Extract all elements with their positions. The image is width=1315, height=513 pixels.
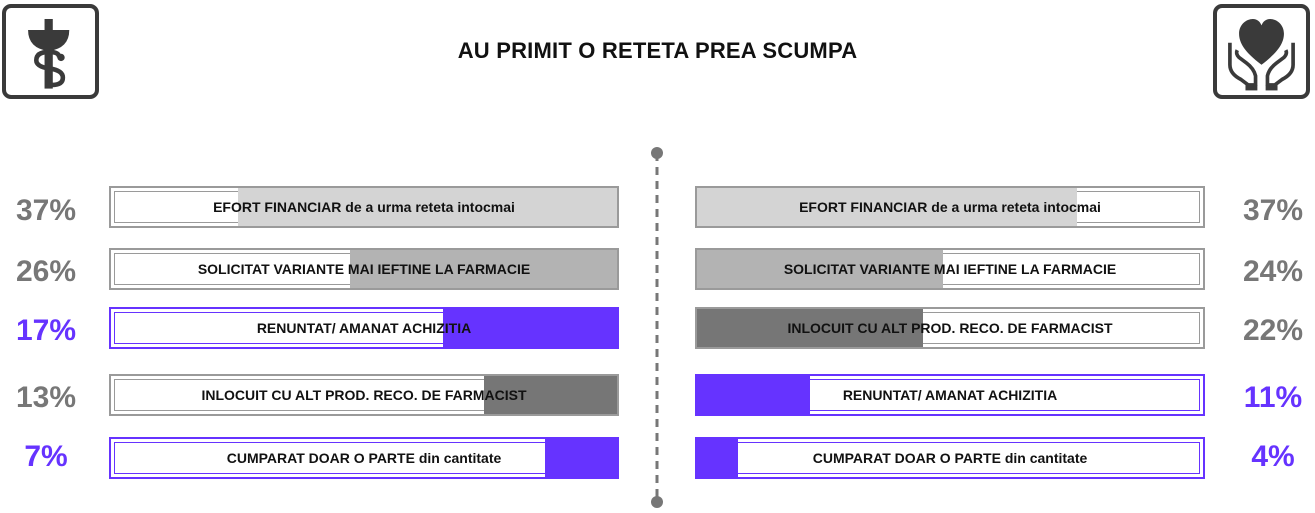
bar-2 bbox=[109, 248, 619, 290]
value-label: 4% bbox=[1251, 440, 1295, 473]
bar-2 bbox=[695, 248, 1205, 290]
bar-3 bbox=[109, 307, 619, 349]
bar-label: EFORT FINANCIAR de a urma reteta intocmai bbox=[213, 199, 515, 215]
bar-label: SOLICITAT VARIANTE MAI IEFTINE LA FARMACIE bbox=[783, 261, 1117, 277]
value-label: 17% bbox=[15, 314, 77, 347]
bar-3 bbox=[695, 307, 1205, 349]
heart-in-hands-icon bbox=[1213, 4, 1310, 99]
value-label: 7% bbox=[24, 440, 68, 473]
bar-label: EFORT FINANCIAR de a urma reteta intocmai bbox=[799, 199, 1101, 215]
center-divider bbox=[645, 145, 669, 510]
chart-title: AU PRIMIT O RETETA PREA SCUMPA bbox=[457, 38, 858, 63]
value-label: 24% bbox=[1242, 255, 1304, 288]
bar-4 bbox=[695, 374, 1205, 416]
bar-label: INLOCUIT CU ALT PROD. RECO. DE FARMACIST bbox=[201, 387, 527, 403]
bar-label: RENUNTAT/ AMANAT ACHIZITIA bbox=[842, 387, 1058, 403]
bar-label: CUMPARAT DOAR O PARTE din cantitate bbox=[812, 450, 1088, 466]
bar-5 bbox=[695, 437, 1205, 479]
bar-label: SOLICITAT VARIANTE MAI IEFTINE LA FARMACIE bbox=[197, 261, 531, 277]
bar-label: RENUNTAT/ AMANAT ACHIZITIA bbox=[256, 320, 472, 336]
bar-label: INLOCUIT CU ALT PROD. RECO. DE FARMACIST bbox=[787, 320, 1113, 336]
value-label: 11% bbox=[1243, 381, 1303, 414]
value-label: 22% bbox=[1242, 314, 1304, 347]
value-label: 26% bbox=[15, 255, 77, 288]
bar-1 bbox=[109, 186, 619, 228]
bar-4 bbox=[109, 374, 619, 416]
value-label: 13% bbox=[15, 381, 77, 414]
bar-label: CUMPARAT DOAR O PARTE din cantitate bbox=[226, 450, 502, 466]
bar-5 bbox=[109, 437, 619, 479]
value-label: 37% bbox=[15, 194, 77, 227]
bar-1 bbox=[695, 186, 1205, 228]
value-label: 37% bbox=[1242, 194, 1304, 227]
pharmacy-caduceus-icon bbox=[2, 4, 99, 99]
